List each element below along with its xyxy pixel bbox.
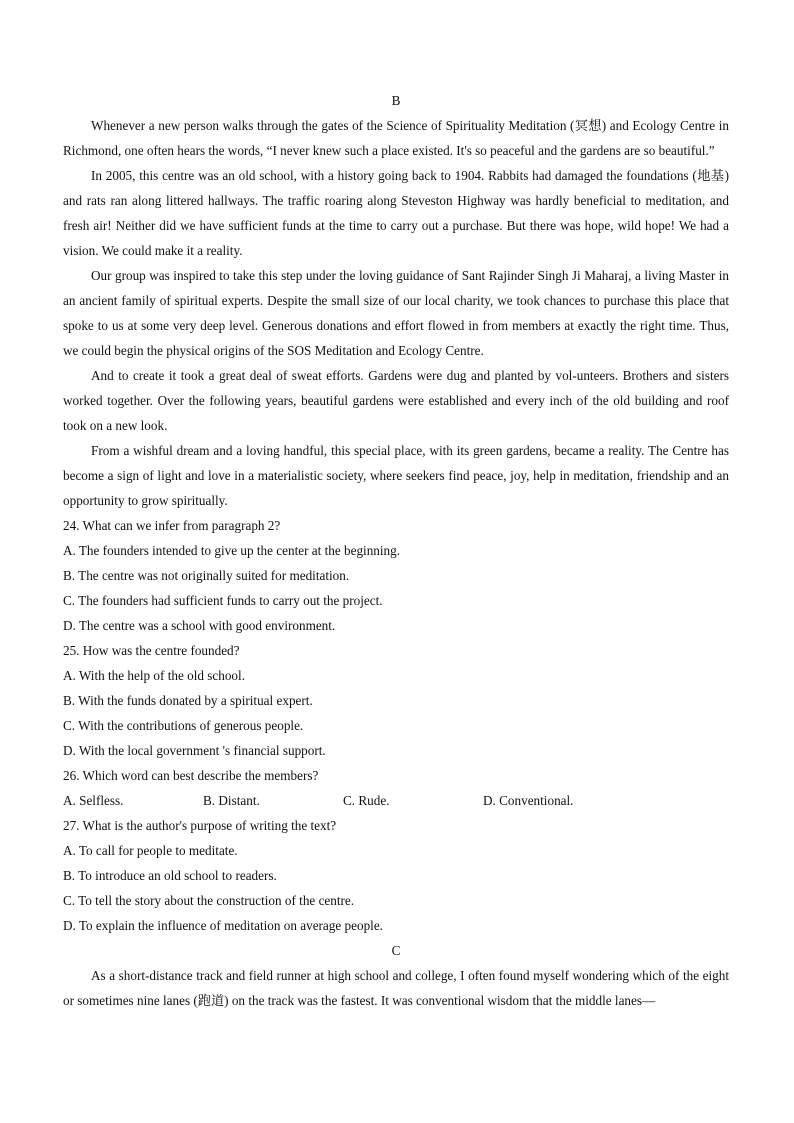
question-24-stem: 24. What can we infer from paragraph 2? [63, 518, 281, 533]
question-24-option-d: D. The centre was a school with good environment. [63, 618, 336, 633]
question-27-option-b: B. To introduce an old school to readers. [63, 868, 277, 883]
question-25-option-c: C. With the contributions of generous people. [63, 718, 304, 733]
section-c-heading: C [391, 943, 401, 958]
passage-b-paragraph-1: Whenever a new person walks through the gates of the Science of Spirituality Meditation (冥想) and Ecology Centre in Richmond, one often hears the words, “I never knew such a place existed. It's so peaceful and the gardens are so beautiful.” [63, 118, 729, 158]
passage-c-paragraph-1: As a short-distance track and field runner at high school and college, I often found myself wondering which of the eight or sometimes nine lanes (跑道) on the track was the fastest. It was conventional wisdom that the middle lanes— [63, 968, 729, 1008]
page-content [63, 88, 729, 1013]
passage-b-paragraph-5: From a wishful dream and a loving handful, this special place, with its green gardens, became a reality. The Centre has become a sign of light and love in a materialistic society, where seekers find peace, joy, help in meditation, friendship and an opportunity to grow spiritually. [63, 443, 729, 508]
question-26-option-c: C. Rude. [343, 793, 390, 808]
question-24-option-a: A. The founders intended to give up the center at the beginning. [63, 543, 401, 558]
question-27-option-d: D. To explain the influence of meditation on average people. [63, 918, 383, 933]
question-25-option-a: A. With the help of the old school. [63, 668, 245, 683]
question-26-option-b: B. Distant. [203, 793, 260, 808]
question-27-stem: 27. What is the author's purpose of writing the text? [63, 818, 337, 833]
passage-b-paragraph-2: In 2005, this centre was an old school, with a history going back to 1904. Rabbits had damaged the foundations (地基) and rats ran along littered hallways. The traffic roaring along Steveston Highway was hardly beneficial to meditation, and fresh air! Neither did we have sufficient funds at the time to carry out a purchase. But there was hope, wild hope! We had a vision. We could make it a reality. [63, 168, 729, 258]
passage-b-paragraph-4: And to create it took a great deal of sweat efforts. Gardens were dug and planted by vol-unteers. Brothers and sisters worked together. Over the following years, beautiful gardens were established and every inch of the old building and roof took on a new look. [63, 368, 729, 433]
passage-b-paragraph-3: Our group was inspired to take this step under the loving guidance of Sant Rajinder Singh Ji Maharaj, a living Master in an ancient family of spiritual experts. Despite the small size of our local charity, we took chances to purchase this place that spoke to us at some very deep level. Generous donations and effort flowed in from members at exactly the right time. Thus, we could begin the physical origins of the SOS Meditation and Ecology Centre. [63, 268, 729, 358]
question-24-option-b: B. The centre was not originally suited for meditation. [63, 568, 350, 583]
question-25-option-d: D. With the local government 's financial support. [63, 743, 326, 758]
question-26-options [63, 788, 729, 813]
question-27-option-a: A. To call for people to meditate. [63, 843, 238, 858]
question-26-stem: 26. Which word can best describe the members? [63, 768, 319, 783]
question-25-option-b: B. With the funds donated by a spiritual expert. [63, 693, 313, 708]
question-25-stem: 25. How was the centre founded? [63, 643, 240, 658]
question-26-option-d: D. Conventional. [483, 793, 574, 808]
question-27-option-c: C. To tell the story about the construction of the centre. [63, 893, 355, 908]
question-26-option-a: A. Selfless. [63, 793, 124, 808]
section-b-heading: B [391, 93, 401, 108]
question-24-option-c: C. The founders had sufficient funds to carry out the project. [63, 593, 383, 608]
